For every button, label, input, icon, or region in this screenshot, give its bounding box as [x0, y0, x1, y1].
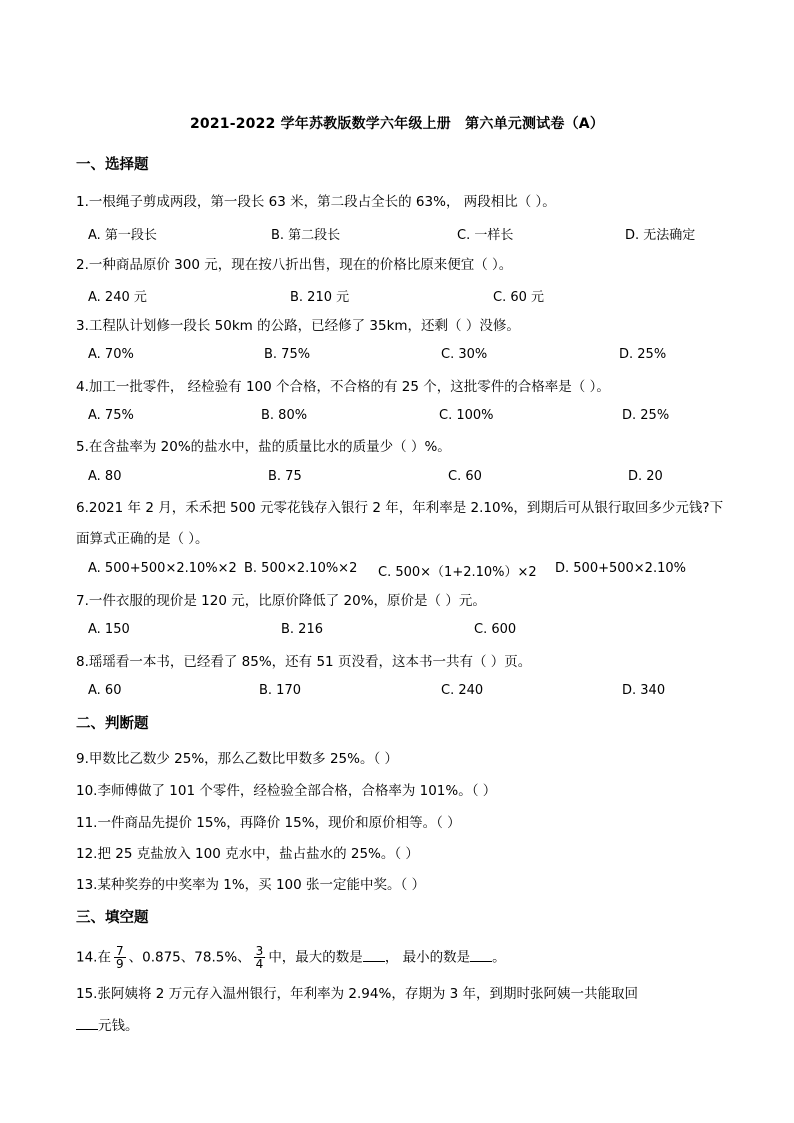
options-7: [88, 622, 728, 642]
option-5c: C. 60: [448, 469, 482, 484]
option-8d: D. 340: [622, 683, 666, 698]
question-4: 4.加工一批零件， 经检验有 100 个合格，不合格的有 25 个，这批零件的合格率是（ ）。: [76, 379, 610, 395]
fraction-7-9: [114, 945, 126, 970]
section-title-fill: 三、填空题: [76, 910, 149, 926]
option-3b: B. 75%: [264, 347, 311, 362]
option-1d: D. 无法确定: [625, 228, 696, 243]
options-3: [88, 347, 728, 367]
question-13: 13.某种奖券的中奖率为 1%，买 100 张一定能中奖。（ ）: [76, 877, 426, 893]
question-14-suffix-1: 中，最大的数是: [268, 949, 363, 966]
option-6d: D. 500+500×2.10%: [555, 561, 686, 576]
option-1c: C. 一样长: [457, 228, 514, 243]
question-3: 3.工程队计划修一段长 50km 的公路，已经修了 35km，还剩（ ）没修。: [76, 318, 520, 334]
question-14-suffix-2: ， 最小的数是: [384, 949, 471, 966]
question-2: 2.一种商品原价 300 元，现在按八折出售，现在的价格比原来便宜（ ）。: [76, 257, 513, 273]
fraction-3-4-denominator: 4: [255, 957, 264, 971]
question-11: 11.一件商品先提价 15%，再降价 15%，现价和原价相等。（ ）: [76, 815, 461, 831]
question-6: 6.2021 年 2 月，禾禾把 500 元零花钱存入银行 2 年，年利率是 2.10%，到期后可从银行取回多少元钱?下面算式正确的是（ ）。: [76, 500, 724, 547]
option-7a: A. 150: [88, 622, 130, 637]
option-4d: D. 25%: [622, 408, 670, 423]
option-3a: A. 70%: [88, 347, 134, 362]
options-6: [88, 561, 728, 581]
question-14-prefix: 14.在: [76, 949, 111, 966]
option-2a: A. 240 元: [88, 290, 147, 305]
option-7b: B. 216: [281, 622, 323, 637]
question-15: 15.张阿姨将 2 万元存入温州银行，年利率为 2.94%，存期为 3 年，到期时张阿姨一共能取回: [76, 986, 638, 1002]
question-15-end: 元钱。: [98, 1018, 139, 1034]
option-3c: C. 30%: [441, 347, 488, 362]
option-5a: A. 80: [88, 469, 122, 484]
question-8: 8.瑶瑶看一本书，已经看了 85%，还有 51 页没看，这本书一共有（ ）页。: [76, 654, 532, 670]
question-14: [76, 945, 726, 970]
option-8c: C. 240: [441, 683, 484, 698]
option-3d: D. 25%: [619, 347, 667, 362]
option-1a: A. 第一段长: [88, 228, 157, 243]
section-title-judge: 二、判断题: [76, 716, 149, 732]
option-5d: D. 20: [628, 469, 663, 484]
fraction-3-4-numerator: 3: [255, 944, 264, 958]
answer-blank-14b[interactable]: [470, 947, 492, 962]
question-14-suffix-3: 。: [492, 949, 506, 966]
option-5b: B. 75: [268, 469, 302, 484]
question-5: 5.在含盐率为 20%的盐水中，盐的质量比水的质量少（ ）%。: [76, 439, 451, 455]
question-12: 12.把 25 克盐放入 100 克水中，盐占盐水的 25%。（ ）: [76, 846, 419, 862]
options-2: [88, 286, 728, 306]
question-9: 9.甲数比乙数少 25%，那么乙数比甲数多 25%。（ ）: [76, 751, 399, 767]
option-8b: B. 170: [259, 683, 301, 698]
options-4: [88, 408, 728, 428]
option-7c: C. 600: [474, 622, 517, 637]
question-15-line-2: [76, 1015, 726, 1036]
option-4c: C. 100%: [439, 408, 494, 423]
option-4a: A. 75%: [88, 408, 134, 423]
option-4b: B. 80%: [261, 408, 308, 423]
fraction-7-9-denominator: 9: [115, 957, 124, 971]
options-1: [88, 224, 728, 244]
option-6a: A. 500+500×2.10%×2: [88, 561, 237, 576]
option-6c: C. 500×（1+2.10%）×2: [378, 565, 537, 580]
option-1b: B. 第二段长: [271, 228, 341, 243]
answer-blank-15[interactable]: [76, 1015, 98, 1030]
option-2c: C. 60 元: [493, 290, 545, 305]
question-14-middle: 、0.875、78.5%、: [128, 949, 251, 966]
question-1: 1.一根绳子剪成两段，第一段长 63 米，第二段占全长的 63%， 两段相比（ ）。: [76, 194, 556, 210]
options-5: [88, 469, 728, 489]
fraction-7-9-numerator: 7: [115, 944, 124, 958]
fraction-3-4: [254, 945, 266, 970]
options-8: [88, 683, 728, 703]
section-title-choice: 一、选择题: [76, 157, 149, 173]
option-2b: B. 210 元: [290, 290, 350, 305]
page-title: 2021-2022 学年苏教版数学六年级上册 第六单元测试卷（A）: [189, 116, 605, 132]
option-8a: A. 60: [88, 683, 122, 698]
question-10: 10.李师傅做了 101 个零件，经检验全部合格，合格率为 101%。（ ）: [76, 783, 497, 799]
option-6b: B. 500×2.10%×2: [244, 561, 358, 576]
answer-blank-14a[interactable]: [363, 947, 385, 962]
question-7: 7.一件衣服的现价是 120 元，比原价降低了 20%，原价是（ ）元。: [76, 593, 486, 609]
